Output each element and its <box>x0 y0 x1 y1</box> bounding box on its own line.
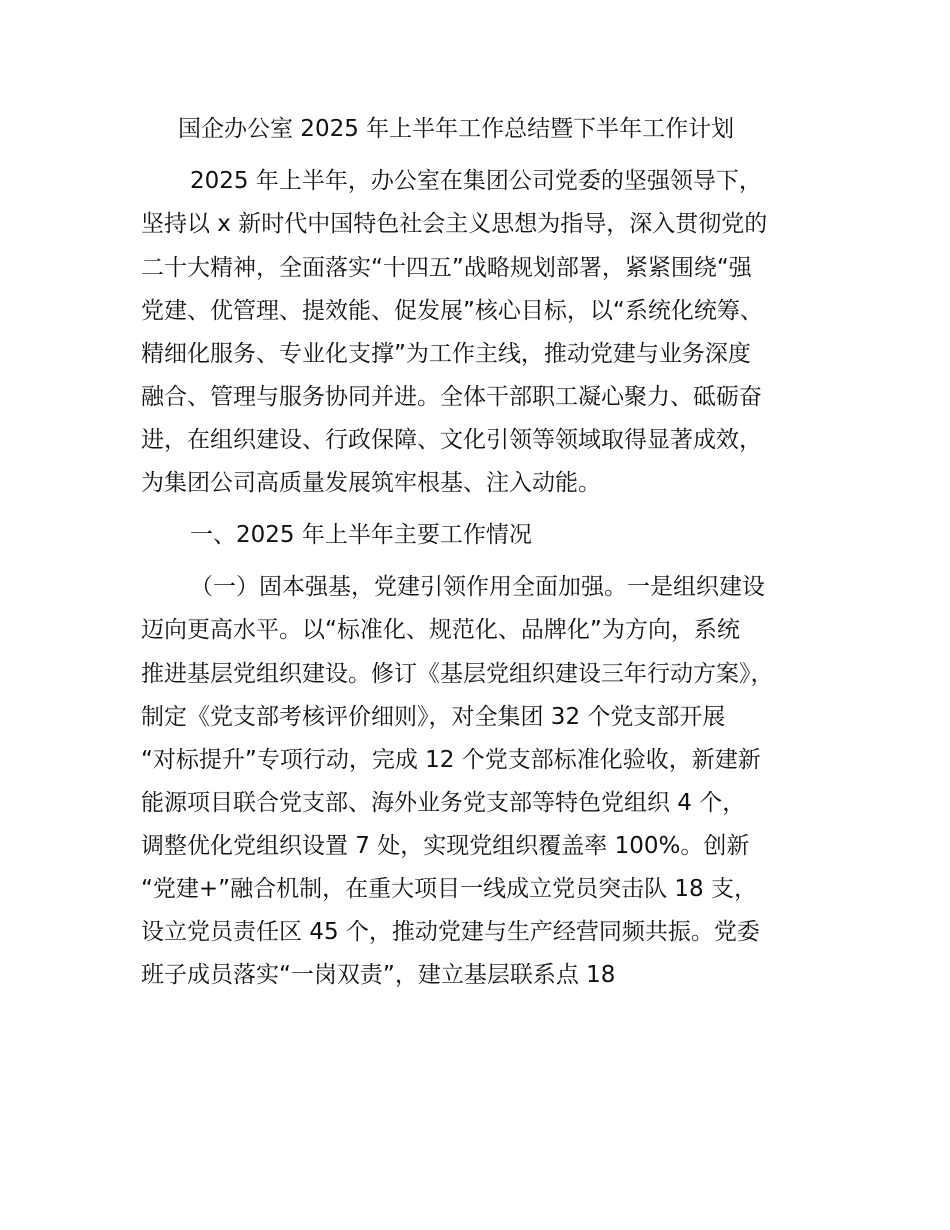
intro-line-5: 精细化服务、专业化支撑”为工作主线，推动党建与业务深度 <box>141 341 751 367</box>
section-line-2: 迈向更高水平。以“标准化、规范化、品牌化”为方向，系统 <box>141 617 740 643</box>
section-line-10: 班子成员落实“一岗双责”，建立基层联系点 18 <box>141 962 616 988</box>
intro-line-2: 坚持以 x 新时代中国特色社会主义思想为指导，深入贯彻党的 <box>141 211 768 237</box>
intro-line-3: 二十大精神，全面落实“十四五”战略规划部署，紧紧围绕“强 <box>141 255 752 281</box>
intro-line-8: 为集团公司高质量发展筑牢根基、注入动能。 <box>141 470 601 496</box>
intro-line-6: 融合、管理与服务协同并进。全体干部职工凝心聚力、砥砺奋 <box>141 384 762 410</box>
section-line-6: 能源项目联合党支部、海外业务党支部等特色党组织 4 个， <box>141 790 746 816</box>
intro-line-4: 党建、优管理、提效能、促发展”核心目标，以“系统化统筹、 <box>141 298 763 324</box>
intro-line-1: 2025 年上半年，办公室在集团公司党委的坚强领导下， <box>190 168 762 194</box>
section-line-3: 推进基层党组织建设。修订《基层党组织建设三年行动方案》， <box>141 661 774 687</box>
section-line-1: （一）固本强基，党建引领作用全面加强。一是组织建设 <box>190 574 765 600</box>
section-heading: 一、2025 年上半年主要工作情况 <box>190 522 532 548</box>
section-line-8: “党建+”融合机制，在重大项目一线成立党员突击队 18 支， <box>141 876 757 902</box>
document-title: 国企办公室 2025 年上半年工作总结暨下半年工作计划 <box>178 116 735 142</box>
section-line-5: “对标提升”专项行动，完成 12 个党支部标准化验收，新建新 <box>141 747 761 773</box>
intro-line-7: 进，在组织建设、行政保障、文化引领等领域取得显著成效， <box>141 427 762 453</box>
section-line-7: 调整优化党组织设置 7 处，实现党组织覆盖率 100%。创新 <box>141 833 750 859</box>
section-line-4: 制定《党支部考核评价细则》，对全集团 32 个党支部开展 <box>141 704 726 730</box>
section-line-9: 设立党员责任区 45 个，推动党建与生产经营同频共振。党委 <box>141 919 760 945</box>
